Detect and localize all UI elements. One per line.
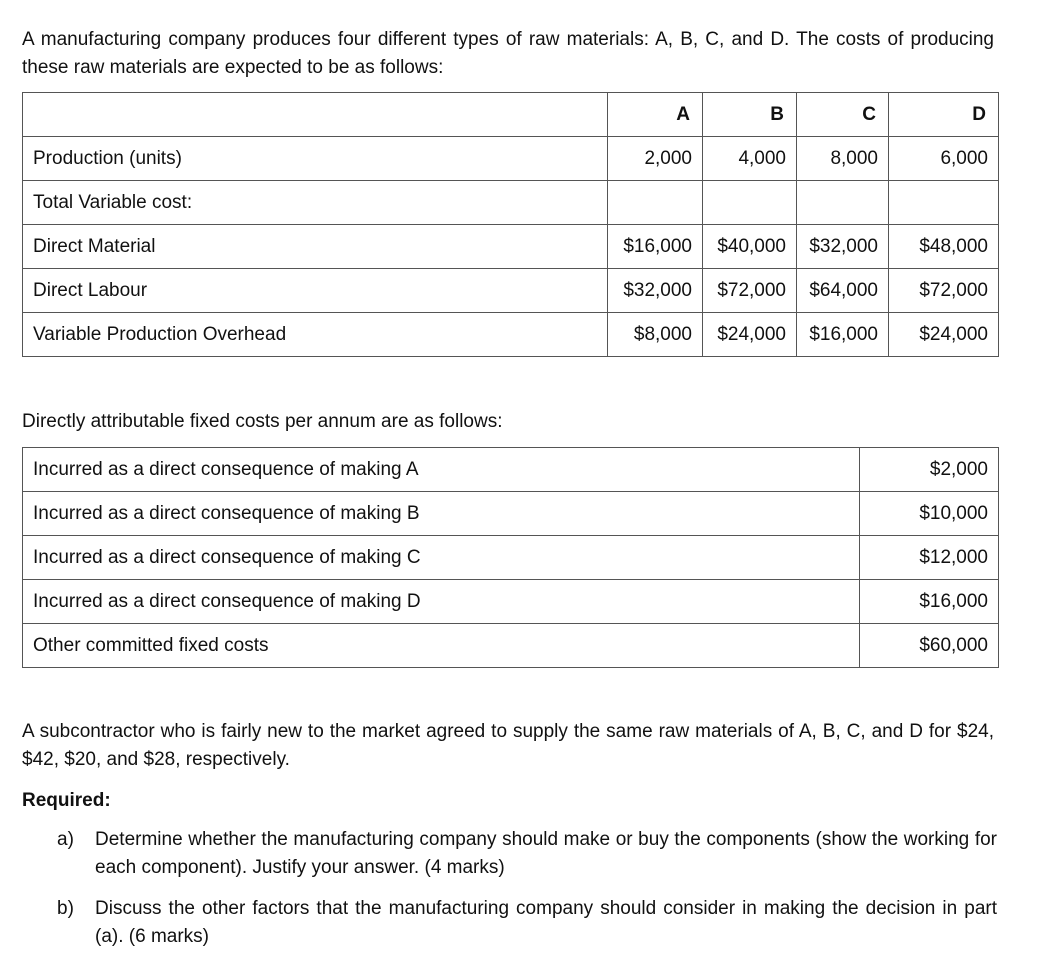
cost-table-header-row: [23, 93, 999, 137]
cell-d: $24,000: [889, 313, 999, 357]
question-marker: a): [57, 829, 74, 850]
cell-a: $16,000: [608, 225, 703, 269]
header-cell-c: C: [797, 93, 889, 137]
cell-b: $72,000: [703, 269, 797, 313]
row-label: Incurred as a direct consequence of making C: [23, 536, 860, 580]
cell-d: $72,000: [889, 269, 999, 313]
row-label: Incurred as a direct consequence of making A: [23, 448, 860, 492]
header-cell-d: D: [889, 93, 999, 137]
row-label: Incurred as a direct consequence of making B: [23, 492, 860, 536]
cell-c: [797, 181, 889, 225]
cell-b: 4,000: [703, 137, 797, 181]
cell-a: $32,000: [608, 269, 703, 313]
subcontractor-paragraph: A subcontractor who is fairly new to the market agreed to supply the same raw materials of A, B, C, and D for $24, $42, $20, and $28, respectively.: [22, 721, 994, 770]
cell-b: $24,000: [703, 313, 797, 357]
row-label: Direct Material: [23, 225, 608, 269]
cell-d: $48,000: [889, 225, 999, 269]
table-row: [23, 536, 999, 580]
row-label: Direct Labour: [23, 269, 608, 313]
table-row: [23, 225, 999, 269]
table-row: [23, 137, 999, 181]
header-cell-empty: [23, 93, 608, 137]
question-text: Determine whether the manufacturing company should make or buy the components (show the working for each component). Justify your answer. (4 marks): [95, 829, 997, 878]
row-value: $16,000: [860, 580, 999, 624]
cell-c: 8,000: [797, 137, 889, 181]
cost-table: [22, 92, 999, 357]
cell-a: 2,000: [608, 137, 703, 181]
table-row: [23, 181, 999, 225]
row-label: Total Variable cost:: [23, 181, 608, 225]
fixed-costs-intro: Directly attributable fixed costs per annum are as follows:: [22, 411, 503, 432]
table-row: [23, 448, 999, 492]
cell-d: [889, 181, 999, 225]
required-heading: Required:: [22, 790, 111, 811]
cell-d: 6,000: [889, 137, 999, 181]
question-text: Discuss the other factors that the manufacturing company should consider in making the decision in part (a). (6 marks): [95, 898, 997, 947]
fixed-costs-table: [22, 447, 999, 668]
table-row: [23, 492, 999, 536]
table-row: [23, 624, 999, 668]
cell-a: [608, 181, 703, 225]
cell-b: [703, 181, 797, 225]
table-row: [23, 269, 999, 313]
header-cell-a: A: [608, 93, 703, 137]
row-label: Variable Production Overhead: [23, 313, 608, 357]
row-value: $60,000: [860, 624, 999, 668]
question-b: [57, 895, 997, 951]
cell-c: $32,000: [797, 225, 889, 269]
table-row: [23, 580, 999, 624]
cell-b: $40,000: [703, 225, 797, 269]
intro-paragraph: A manufacturing company produces four different types of raw materials: A, B, C, and D. The costs of producing these raw materials are expected to be as follows:: [22, 29, 994, 78]
cell-c: $16,000: [797, 313, 889, 357]
question-marker: b): [57, 898, 74, 919]
cell-a: $8,000: [608, 313, 703, 357]
question-a: [57, 826, 997, 882]
header-cell-b: B: [703, 93, 797, 137]
table-row: [23, 313, 999, 357]
row-value: $10,000: [860, 492, 999, 536]
row-value: $2,000: [860, 448, 999, 492]
row-label: Incurred as a direct consequence of making D: [23, 580, 860, 624]
row-value: $12,000: [860, 536, 999, 580]
cell-c: $64,000: [797, 269, 889, 313]
row-label: Other committed fixed costs: [23, 624, 860, 668]
row-label: Production (units): [23, 137, 608, 181]
